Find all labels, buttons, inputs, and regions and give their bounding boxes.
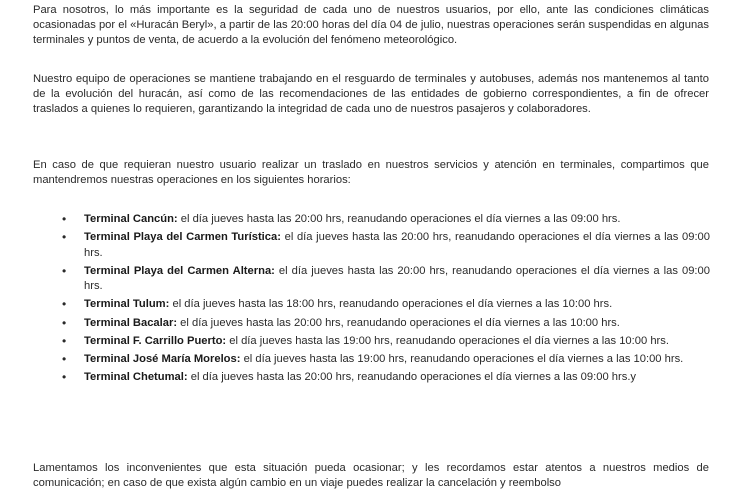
- bullet-icon: •: [62, 352, 67, 367]
- bullet-icon: •: [62, 263, 67, 278]
- terminal-name: Terminal Cancún:: [84, 213, 178, 225]
- terminal-name: Terminal Bacalar:: [84, 316, 178, 329]
- terminal-schedule-list: [62, 212, 710, 389]
- terminal-name: Terminal Tulum:: [84, 298, 170, 311]
- list-item: [62, 352, 710, 367]
- list-item: [62, 334, 710, 349]
- terminal-name: Terminal Playa del Carmen Turística:: [84, 231, 281, 244]
- list-item: [62, 370, 710, 385]
- closing-paragraph: Lamentamos los inconvenientes que esta situación pueda ocasionar; y les recordamos estar atentos a nuestros medios de comunicación; en caso de que exista algún cambio en un viaje puedes realizar la cancelación y reembolso: [33, 462, 709, 490]
- list-item: [62, 297, 710, 312]
- bullet-icon: •: [62, 370, 67, 385]
- terminal-schedule: el día jueves hasta las 19:00 hrs, reanudando operaciones el día viernes a las 10:00 hrs.: [226, 334, 669, 347]
- list-item: [62, 230, 710, 260]
- bullet-icon: •: [62, 333, 67, 348]
- bullet-icon: •: [62, 297, 67, 312]
- terminal-schedule: el día jueves hasta las 20:00 hrs, reanudando operaciones el día viernes a las 09:00 hrs.y: [187, 371, 637, 384]
- list-item: [62, 316, 710, 331]
- list-item: [62, 212, 710, 227]
- terminal-schedule: el día jueves hasta las 20:00 hrs, reanudando operaciones el día viernes a las 09:00 hrs.: [177, 213, 621, 225]
- bullet-icon: •: [62, 315, 67, 330]
- list-item: [62, 264, 710, 294]
- terminal-schedule: el día jueves hasta las 20:00 hrs, reanudando operaciones el día viernes a las 09:00 hrs.: [84, 231, 711, 259]
- terminal-schedule: el día jueves hasta las 20:00 hrs, reanudando operaciones el día viernes a las 09:00 hrs.: [84, 264, 710, 292]
- bullet-icon: •: [62, 212, 67, 226]
- intro-paragraph: Para nosotros, lo más importante es la seguridad de cada uno de nuestros usuarios, por ello, ante las condiciones climáticas ocasionadas por el «Huracán Beryl», a partir de las 20:00 horas del día 04 de julio, nuestras operaciones serán suspendidas en algunas terminales y puntos de venta, de acuerdo a la evolución del fenómeno meteorológico.: [33, 4, 709, 47]
- terminal-schedule: el día jueves hasta las 19:00 hrs, reanudando operaciones el día viernes a las 10:00 hrs.: [240, 353, 684, 366]
- bullet-icon: •: [62, 230, 67, 245]
- terminal-schedule: el día jueves hasta las 20:00 hrs, reanudando operaciones el día viernes a las 10:00 hrs.: [177, 316, 620, 329]
- schedule-intro-paragraph: En caso de que requieran nuestro usuario realizar un traslado en nuestros servicios y atención en terminales, compartimos que mantendremos nuestras operaciones en los siguientes horarios:: [33, 159, 709, 187]
- terminal-name: Terminal José María Morelos:: [84, 353, 241, 366]
- operations-paragraph: Nuestro equipo de operaciones se mantiene trabajando en el resguardo de terminales y autobuses, además nos mantenemos al tanto de la evolución del huracán, así como de las recomendaciones de las entidades de gobierno correspondientes, a fin de ofrecer traslados a quienes lo requieren, garantizando la integridad de cada uno de nuestros pasajeros y colaboradores.: [33, 73, 709, 116]
- terminal-schedule: el día jueves hasta las 18:00 hrs, reanudando operaciones el día viernes a las 10:00 hrs.: [169, 298, 613, 311]
- terminal-name: Terminal Chetumal:: [84, 371, 188, 384]
- terminal-name: Terminal Playa del Carmen Alterna:: [84, 264, 275, 277]
- terminal-name: Terminal F. Carrillo Puerto:: [84, 334, 227, 347]
